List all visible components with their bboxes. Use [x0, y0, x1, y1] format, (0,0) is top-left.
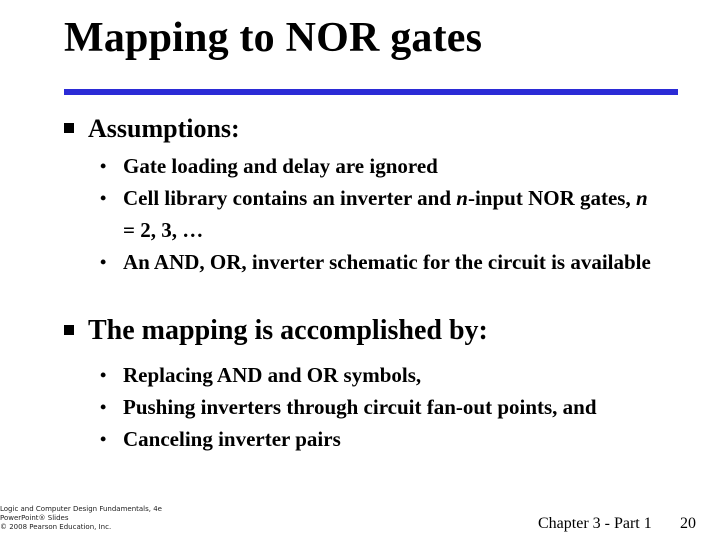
list-item-text: Canceling inverter pairs	[123, 427, 341, 451]
dot-bullet-icon: •	[100, 397, 107, 417]
assumptions-list	[100, 150, 660, 278]
list-item-text: Cell library contains an inverter and	[123, 186, 457, 210]
title-underline	[64, 89, 678, 95]
slide-title: Mapping to NOR gates	[64, 15, 483, 61]
square-bullet-icon	[64, 325, 74, 335]
list-item	[100, 246, 660, 278]
mapping-steps-list	[100, 359, 660, 455]
logo-line: © 2008 Pearson Education, Inc.	[0, 523, 112, 531]
list-item	[100, 359, 660, 391]
dot-bullet-icon: •	[100, 188, 107, 208]
page-number: 20	[680, 515, 696, 532]
list-item-text: -input NOR gates,	[467, 186, 636, 210]
variable-n: n	[635, 186, 648, 210]
dot-bullet-icon: •	[100, 365, 107, 385]
dot-bullet-icon: •	[100, 429, 107, 449]
list-item	[100, 423, 660, 455]
list-item	[100, 391, 660, 423]
square-bullet-icon	[64, 123, 74, 133]
logo-line: Logic and Computer Design Fundamentals, 4e	[0, 505, 162, 513]
list-item	[100, 182, 660, 246]
list-item-text: Gate loading and delay are ignored	[123, 154, 438, 178]
section-heading-text: The mapping is accomplished by:	[88, 315, 488, 346]
list-item-text: Replacing AND and OR symbols,	[123, 363, 422, 387]
variable-n: n	[456, 186, 468, 210]
section-heading-mapping	[64, 315, 488, 347]
list-item-text: Pushing inverters through circuit fan-out points, and	[123, 395, 597, 419]
list-item-text: = 2, 3, …	[123, 218, 204, 242]
section-heading-assumptions	[64, 114, 240, 144]
list-item-text: An AND, OR, inverter schematic for the circuit is available	[123, 250, 651, 274]
dot-bullet-icon: •	[100, 252, 107, 272]
chapter-label: Chapter 3 - Part 1	[538, 515, 652, 532]
publisher-logo-text	[0, 505, 162, 532]
list-item	[100, 150, 660, 182]
dot-bullet-icon: •	[100, 156, 107, 176]
section-heading-text: Assumptions:	[88, 114, 240, 143]
logo-line: PowerPoint® Slides	[0, 514, 69, 522]
